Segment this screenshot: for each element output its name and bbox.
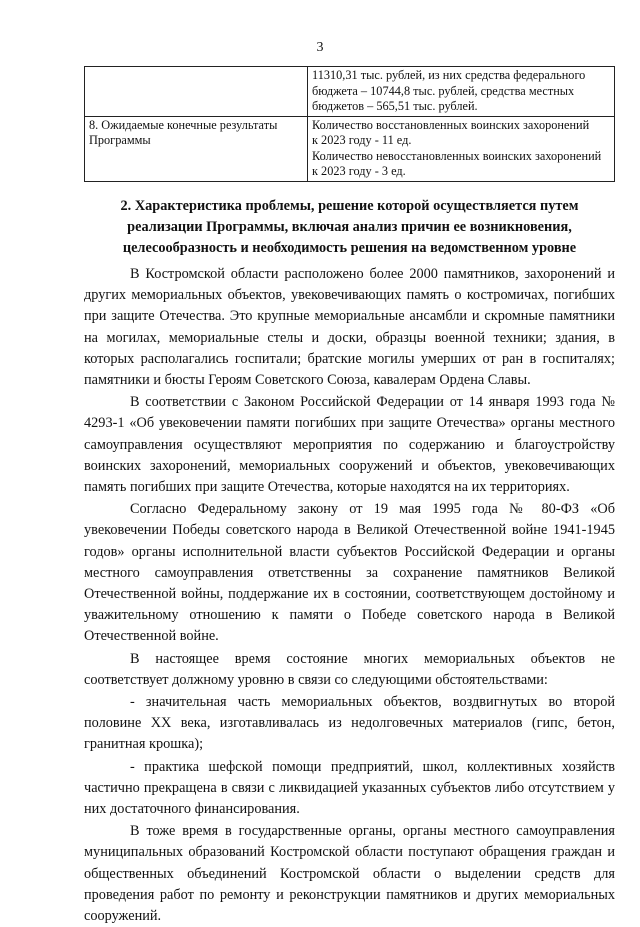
section-heading-line: целесообразность и необходимость решения на ведомственном уровне [122,240,577,256]
program-passport-table [84,66,615,182]
section-heading-line: 2. Характеристика проблемы, решение которой осуществляется путем [120,198,579,214]
section-heading-line: реализации Программы, включая анализ причин ее возникновения, [127,219,572,235]
table-cell-label [85,67,308,117]
table-cell-line: бюджета – 10744,8 тыс. рублей, средства местных [312,83,575,98]
table-cell-label [85,116,308,181]
section-heading [84,196,615,259]
table-cell-line: к 2023 году - 11 ед. [312,133,412,147]
page-number: 3 [316,40,324,55]
table-cell-line: бюджетов – 565,51 тыс. рублей. [312,99,478,113]
paragraph: Согласно Федеральному закону от 19 мая 1995 года № 80-ФЗ «Об увековечении Победы советского народа в Великой Отечественной войне 1941-1945 годов» органы исполнительной власти субъектов Российской Федерации и органы местного самоуправления ответственны за сохранение памятников Великой Отечественной войны, поддержание их в состоянии, соответствующем достойному и уважительному отношению к памяти о Победе советского народа в Великой Отечественной войне. [84,501,615,645]
list-item: - практика шефской помощи предприятий, школ, коллективных хозяйств частично прекращена в связи с ликвидацией указанных субъектов либо отсутствием у них достаточного финансирования. [84,758,615,818]
table-row [85,67,615,117]
list-item: - значительная часть мемориальных объектов, воздвигнутых во второй половине XX века, изготавливалась из недолговечных материалов (гипс, бетон, гранитная крошка); [84,694,615,753]
table-cell-line: 8. Ожидаемые конечные результаты [89,117,278,132]
table-cell-value [308,116,615,181]
table-cell-line: к 2023 году - 3 ед. [312,164,406,178]
table-cell-line: Программы [89,133,151,147]
table-row [85,116,615,181]
paragraph: В соответствии с Законом Российской Федерации от 14 января 1993 года № 4293-1 «Об увековечении памяти погибших при защите Отечества» органы местного самоуправления осуществляют мероприятия по содержанию и благоустройству воинских захоронений, мемориальных сооружений и объектов, увековечивающих память погибших при защите Отечества, которые находятся на их территориях. [84,394,615,496]
table-cell-line: 11310,31 тыс. рублей, из них средства федерального [312,68,586,82]
table-cell-value [308,67,615,117]
table-cell-line: Количество восстановленных воинских захоронений [312,117,590,132]
paragraph: В настоящее время состояние многих мемориальных объектов не соответствует должному уровню в связи со следующими обстоятельствами: [84,650,615,688]
table-cell-line: Количество невосстановленных воинских захоронений [312,148,602,163]
paragraph: В Костромской области расположено более 2000 памятников, захоронений и других мемориальных объектов, увековечивающих память о костромичах, погибших при защите Отечества. Это крупные мемориальные ансамбли и скромные памятники на могилах, мемориальные стелы и доски, образцы военной техники; здания, в которых располагались госпитали; братские могилы умерших от ран в госпиталях; памятники и бюсты Героям Советского Союза, кавалерам Ордена Славы. [84,266,615,389]
paragraph: В тоже время в государственные органы, органы местного самоуправления муниципальных образований Костромской области поступают обращения граждан и общественных объединений Костромской области о выделении средств для проведения работ по ремонту и реконструкции памятников и других мемориальных сооружений. [84,823,615,925]
section-body [84,264,615,927]
